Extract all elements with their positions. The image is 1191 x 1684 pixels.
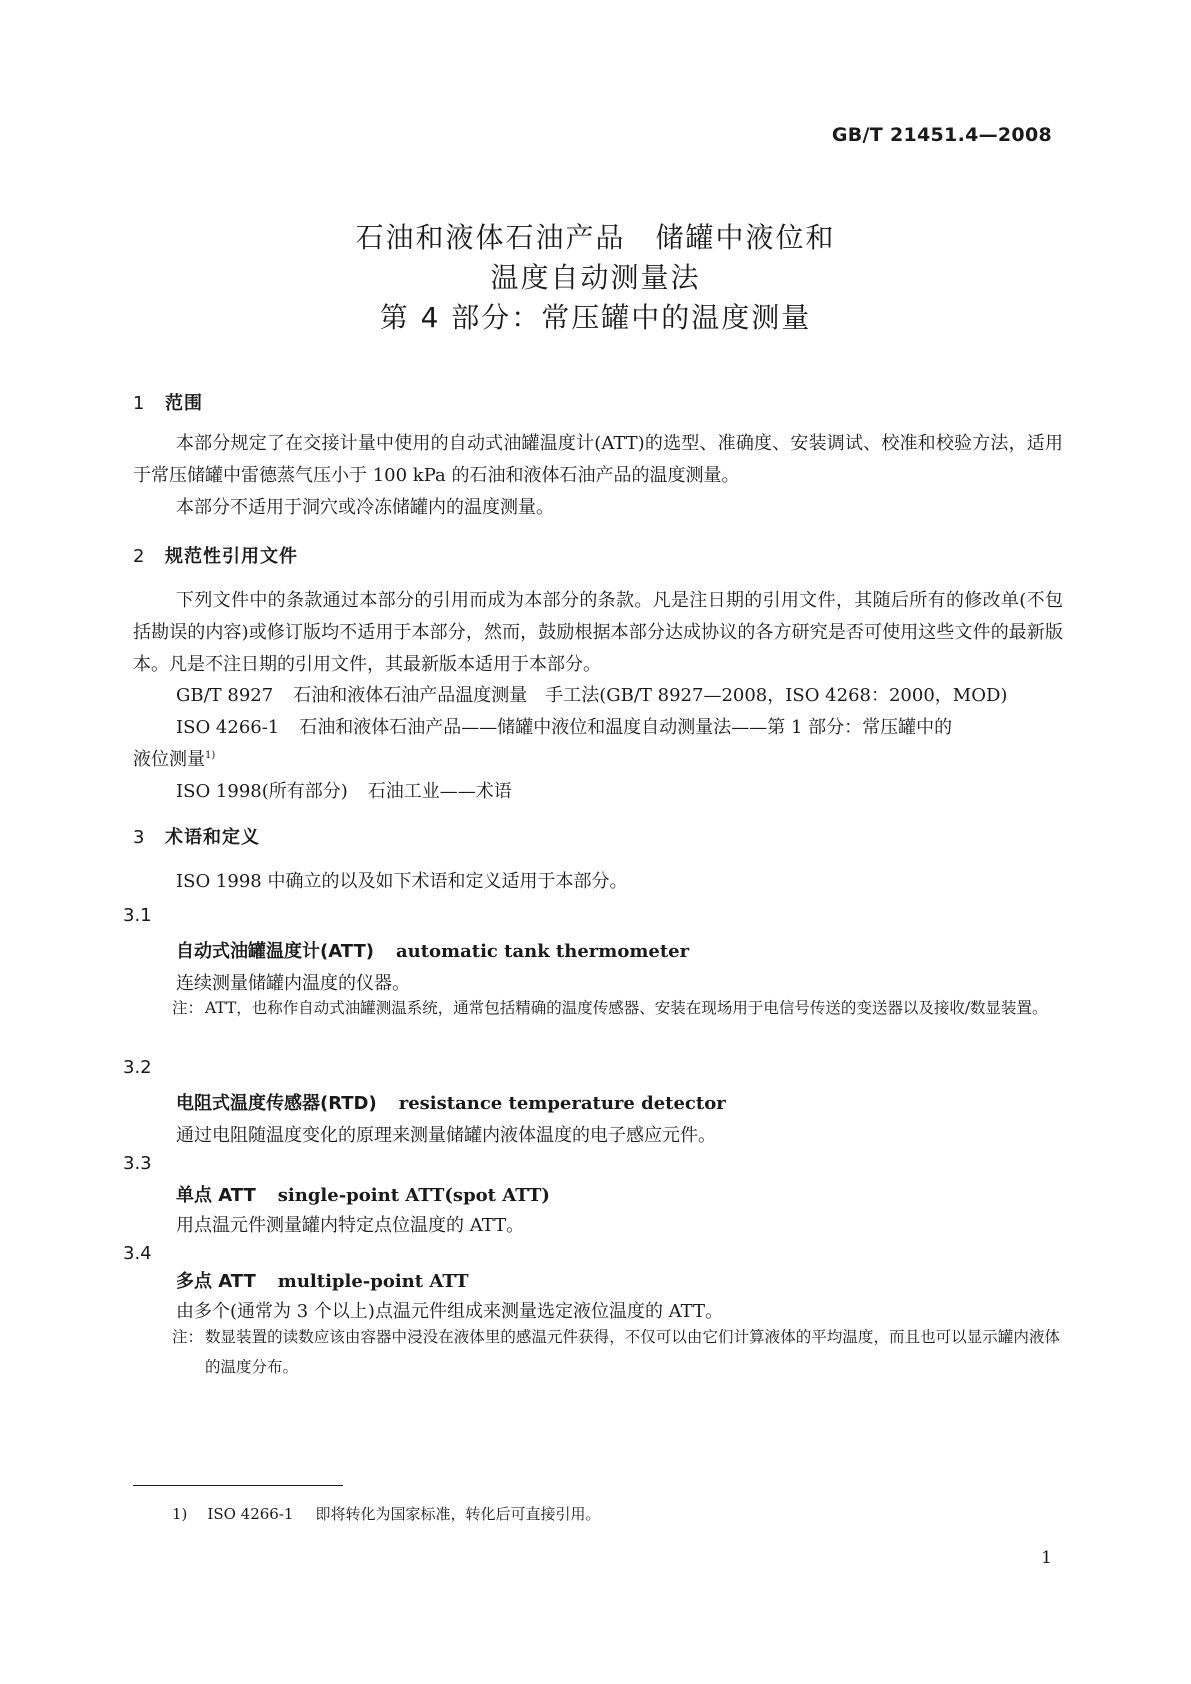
page-number: 1	[1041, 1548, 1052, 1568]
section-1-heading	[133, 389, 203, 415]
reference-title: 石油工业——术语	[367, 781, 512, 802]
reference-item	[176, 777, 512, 803]
term-english: single-point ATT(spot ATT)	[277, 1185, 550, 1206]
footnote-code: ISO 4266-1	[207, 1505, 294, 1523]
reference-title: 石油和液体石油产品——储罐中液位和温度自动测量法——第 1 部分：常压罐中的	[299, 717, 953, 738]
term-number: 3.1	[123, 905, 152, 926]
term-definition: 连续测量储罐内温度的仪器。	[176, 973, 410, 994]
reference-item	[176, 681, 1007, 707]
term-english: resistance temperature detector	[398, 1093, 726, 1114]
term-title	[176, 1181, 550, 1207]
section-number: 2	[133, 546, 146, 567]
note-text: 数显装置的读数应该由容器中浸没在液体里的感温元件获得，不仅可以由它们计算液体的平均温度，而且也可以显示罐内液体的温度分布。	[205, 1328, 1060, 1376]
standard-code: GB/T 21451.4—2008	[831, 124, 1052, 146]
term-definition: 用点温元件测量罐内特定点位温度的 ATT。	[176, 1215, 525, 1236]
term-chinese: 多点 ATT	[176, 1271, 256, 1292]
footnote	[172, 1503, 600, 1524]
term-number: 3.3	[123, 1153, 152, 1174]
section-title: 规范性引用文件	[165, 546, 298, 567]
reference-continuation	[133, 745, 215, 771]
term-title	[176, 1267, 468, 1293]
footnote-mark: 1)	[172, 1505, 188, 1523]
term-english: automatic tank thermometer	[395, 941, 690, 962]
term-number: 3.2	[123, 1057, 152, 1078]
section-number: 3	[133, 827, 146, 848]
note-text: ATT，也称作自动式油罐测温系统，通常包括精确的温度传感器、安装在现场用于电信号传送的变送器以及接收/数显装置。	[205, 999, 1048, 1017]
section-number: 1	[133, 393, 146, 414]
reference-title-continued: 液位测量	[133, 749, 205, 770]
term-note	[172, 993, 1060, 1023]
reference-code: ISO 4266-1	[176, 717, 280, 738]
reference-title: 石油和液体石油产品温度测量 手工法(GB/T 8927—2008，ISO 4268：2000，MOD)	[293, 685, 1008, 706]
term-title	[176, 1089, 726, 1115]
term-definition: 由多个(通常为 3 个以上)点温元件组成来测量选定液位温度的 ATT。	[176, 1301, 724, 1322]
title-line-3: 第 4 部分：常压罐中的温度测量	[379, 301, 812, 334]
section-title: 范围	[165, 393, 203, 414]
scope-paragraph-1: 本部分规定了在交接计量中使用的自动式油罐温度计(ATT)的选型、准确度、安装调试、校准和校验方法，适用于常压储罐中雷德蒸气压小于 100 kPa 的石油和液体石油产品的温度测量。	[133, 433, 1063, 486]
references-intro-paragraph: 下列文件中的条款通过本部分的引用而成为本部分的条款。凡是注日期的引用文件，其随后所有的修改单(不包括勘误的内容)或修订版均不适用于本部分，然而，鼓励根据本部分达成协议的各方研究是否可使用这些文件的最新版本。凡是不注日期的引用文件，其最新版本适用于本部分。	[133, 590, 1063, 675]
footnote-divider	[133, 1485, 343, 1486]
reference-item	[176, 713, 952, 739]
term-chinese: 单点 ATT	[176, 1185, 256, 1206]
terms-intro-paragraph: ISO 1998 中确立的以及如下术语和定义适用于本部分。	[176, 871, 628, 892]
term-chinese: 电阻式温度传感器(RTD)	[176, 1093, 377, 1114]
note-label: 注：	[172, 1328, 204, 1346]
reference-code: ISO 1998(所有部分)	[176, 781, 348, 802]
section-title: 术语和定义	[165, 827, 260, 848]
term-number: 3.4	[123, 1243, 152, 1264]
reference-code: GB/T 8927	[176, 685, 274, 706]
title-line-2: 温度自动测量法	[490, 261, 701, 294]
section-2-heading	[133, 542, 298, 568]
section-3-heading	[133, 823, 260, 849]
term-title	[176, 937, 689, 963]
term-english: multiple-point ATT	[277, 1271, 469, 1292]
term-note	[172, 1322, 1060, 1382]
note-label: 注：	[172, 999, 204, 1017]
term-definition: 通过电阻随温度变化的原理来测量储罐内液体温度的电子感应元件。	[176, 1125, 716, 1146]
footnote-marker: 1)	[205, 750, 216, 761]
title-line-1: 石油和液体石油产品 储罐中液位和	[355, 221, 836, 254]
term-chinese: 自动式油罐温度计(ATT)	[176, 941, 374, 962]
scope-paragraph-2: 本部分不适用于洞穴或冷冻储罐内的温度测量。	[176, 497, 554, 518]
footnote-text: 即将转化为国家标准，转化后可直接引用。	[315, 1505, 601, 1523]
